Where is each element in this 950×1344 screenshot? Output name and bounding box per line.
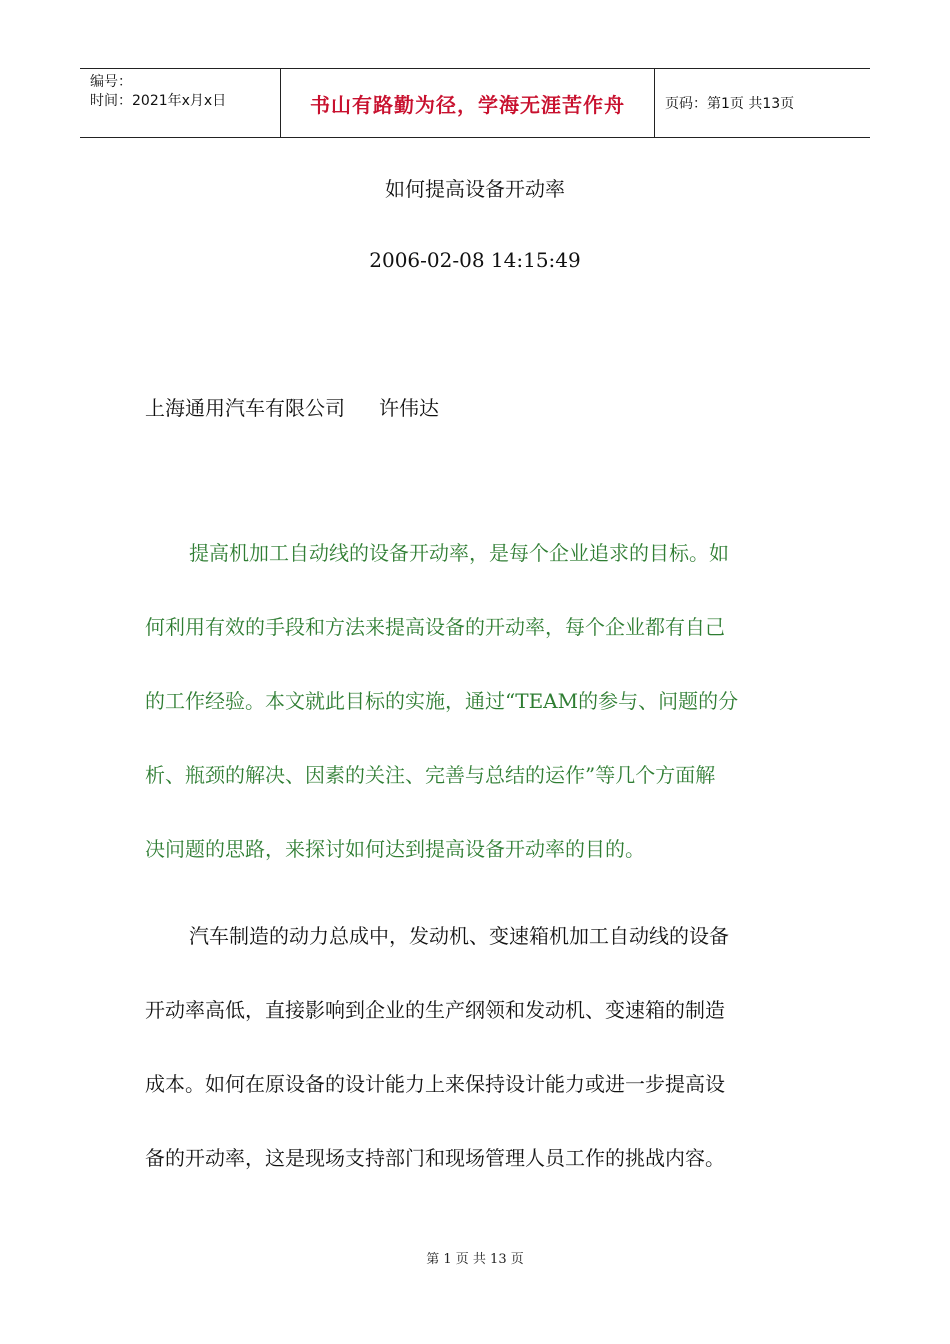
paragraph-line: 汽车制造的动力总成中，发动机、变速箱机加工自动线的设备 [189, 924, 729, 948]
header-left-cell [80, 69, 281, 137]
paragraph-line: 提高机加工自动线的设备开动率，是每个企业追求的目标。如 [189, 541, 729, 565]
paragraph-line: 的工作经验。本文就此目标的实施，通过“TEAM的参与、问题的分 [145, 689, 739, 713]
paragraph-line: 析、瓶颈的解决、因素的关注、完善与总结的运作”等几个方面解 [145, 763, 716, 787]
paragraph-line: 开动率高低，直接影响到企业的生产纲领和发动机、变速箱的制造 [145, 998, 725, 1022]
document-date: 2006-02-08 14:15:49 [369, 248, 581, 272]
page-footer: 第 1 页 共 13 页 [426, 1252, 524, 1267]
paragraph-line: 备的开动率，这是现场支持部门和现场管理人员工作的挑战内容。 [145, 1146, 725, 1170]
time-label: 时间：2021年x月x日 [90, 93, 227, 109]
header-page-info: 页码：第1页 共13页 [665, 96, 795, 112]
header-motto: 书山有路勤为径，学海无涯苦作舟 [281, 69, 655, 137]
abstract-paragraph [145, 541, 805, 911]
header-table [80, 68, 870, 138]
company-name: 上海通用汽车有限公司 [145, 396, 345, 420]
number-label: 编号： [90, 74, 132, 90]
paragraph-line: 何利用有效的手段和方法来提高设备的开动率，每个企业都有自己 [145, 615, 725, 639]
paragraph-line: 成本。如何在原设备的设计能力上来保持设计能力或进一步提高设 [145, 1072, 725, 1096]
author-line [145, 392, 439, 421]
author-name: 许伟达 [379, 396, 439, 420]
paragraph-line: 决问题的思路，来探讨如何达到提高设备开动率的目的。 [145, 837, 645, 861]
body-paragraph [145, 924, 805, 1220]
document-title: 如何提高设备开动率 [385, 177, 565, 201]
